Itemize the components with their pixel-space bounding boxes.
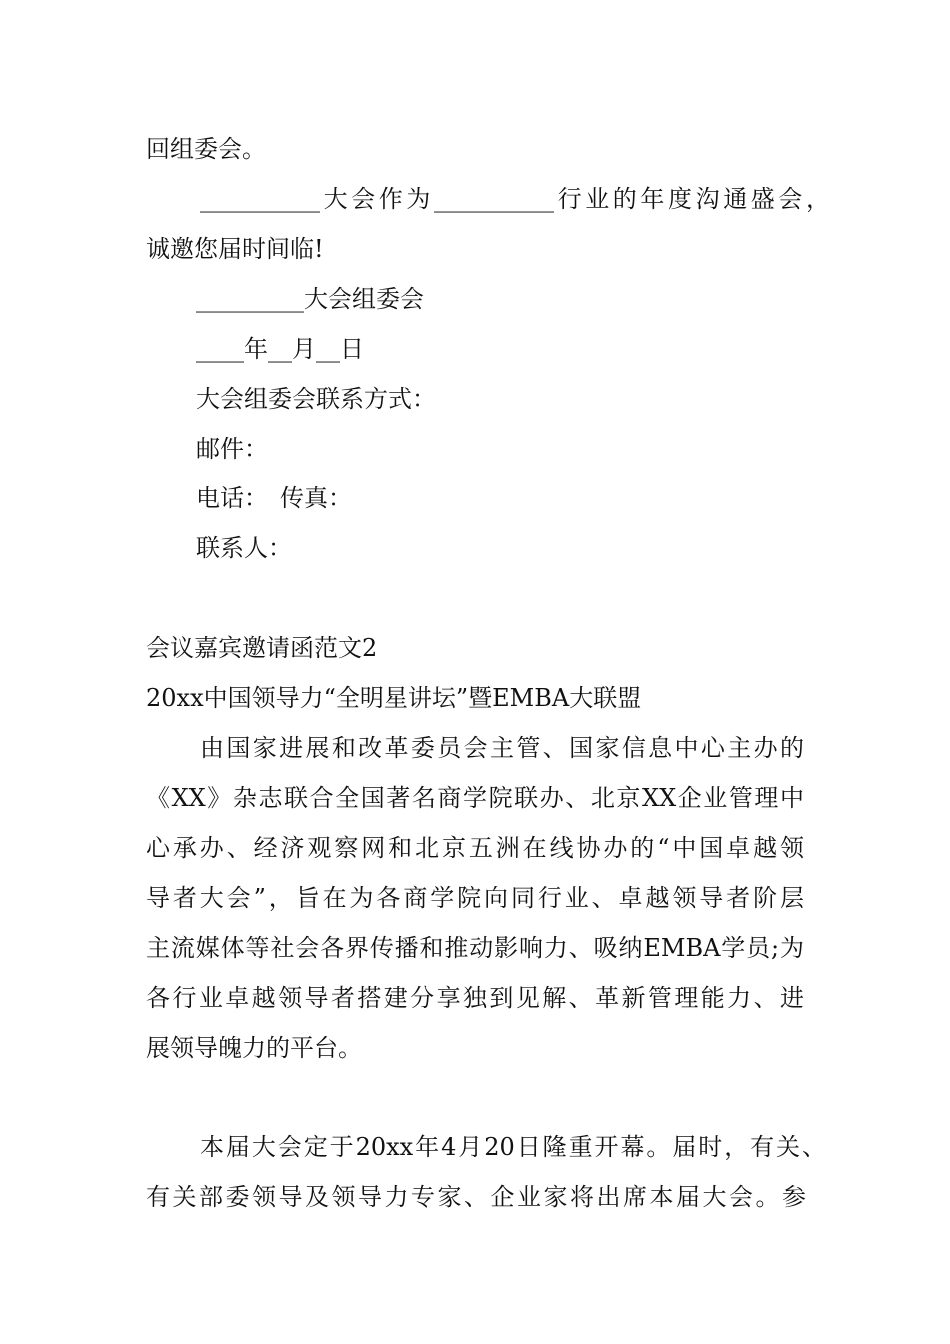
paragraph-line: 展领导魄力的平台。 xyxy=(146,1034,362,1062)
paragraph-line: 导者大会”，旨在为各商学院向同行业、卓越领导者阶层 xyxy=(146,884,804,912)
paragraph-line: 由国家进展和改革委员会主管、国家信息中心主办的 xyxy=(200,734,804,762)
section-heading: 会议嘉宾邀请函范文2 xyxy=(146,634,378,662)
committee-signature: _________大会组委会 xyxy=(196,285,424,313)
paragraph-line: 有关部委领导及领导力专家、企业家将出席本届大会。参 xyxy=(146,1183,806,1211)
contact-phone-fax: 电话： 传真： xyxy=(196,484,352,512)
signature-date: ____年__月__日 xyxy=(196,335,364,363)
paragraph-line: 本届大会定于20xx年4月20日隆重开幕。届时，有关、 xyxy=(200,1133,826,1161)
invitation-line: __________大会作为__________行业的年度沟通盛会， xyxy=(200,185,830,213)
paragraph-line: 《XX》杂志联合全国著名商学院联办、北京XX企业管理中 xyxy=(146,784,804,812)
paragraph-line: 主流媒体等社会各界传播和推动影响力、吸纳EMBA学员;为 xyxy=(146,934,804,962)
contact-person: 联系人： xyxy=(196,534,292,562)
invitation-line-continued: 诚邀您届时间临! xyxy=(146,235,324,263)
paragraph-line: 各行业卓越领导者搭建分享独到见解、革新管理能力、进 xyxy=(146,984,804,1012)
section-subtitle: 20xx中国领导力“全明星讲坛”暨EMBA大联盟 xyxy=(146,684,642,712)
contact-title: 大会组委会联系方式： xyxy=(196,385,436,413)
paragraph-line: 心承办、经济观察网和北京五洲在线协办的“中国卓越领 xyxy=(146,834,804,862)
closing-prefix-line: 回组委会。 xyxy=(146,135,266,163)
contact-email: 邮件： xyxy=(196,435,268,463)
